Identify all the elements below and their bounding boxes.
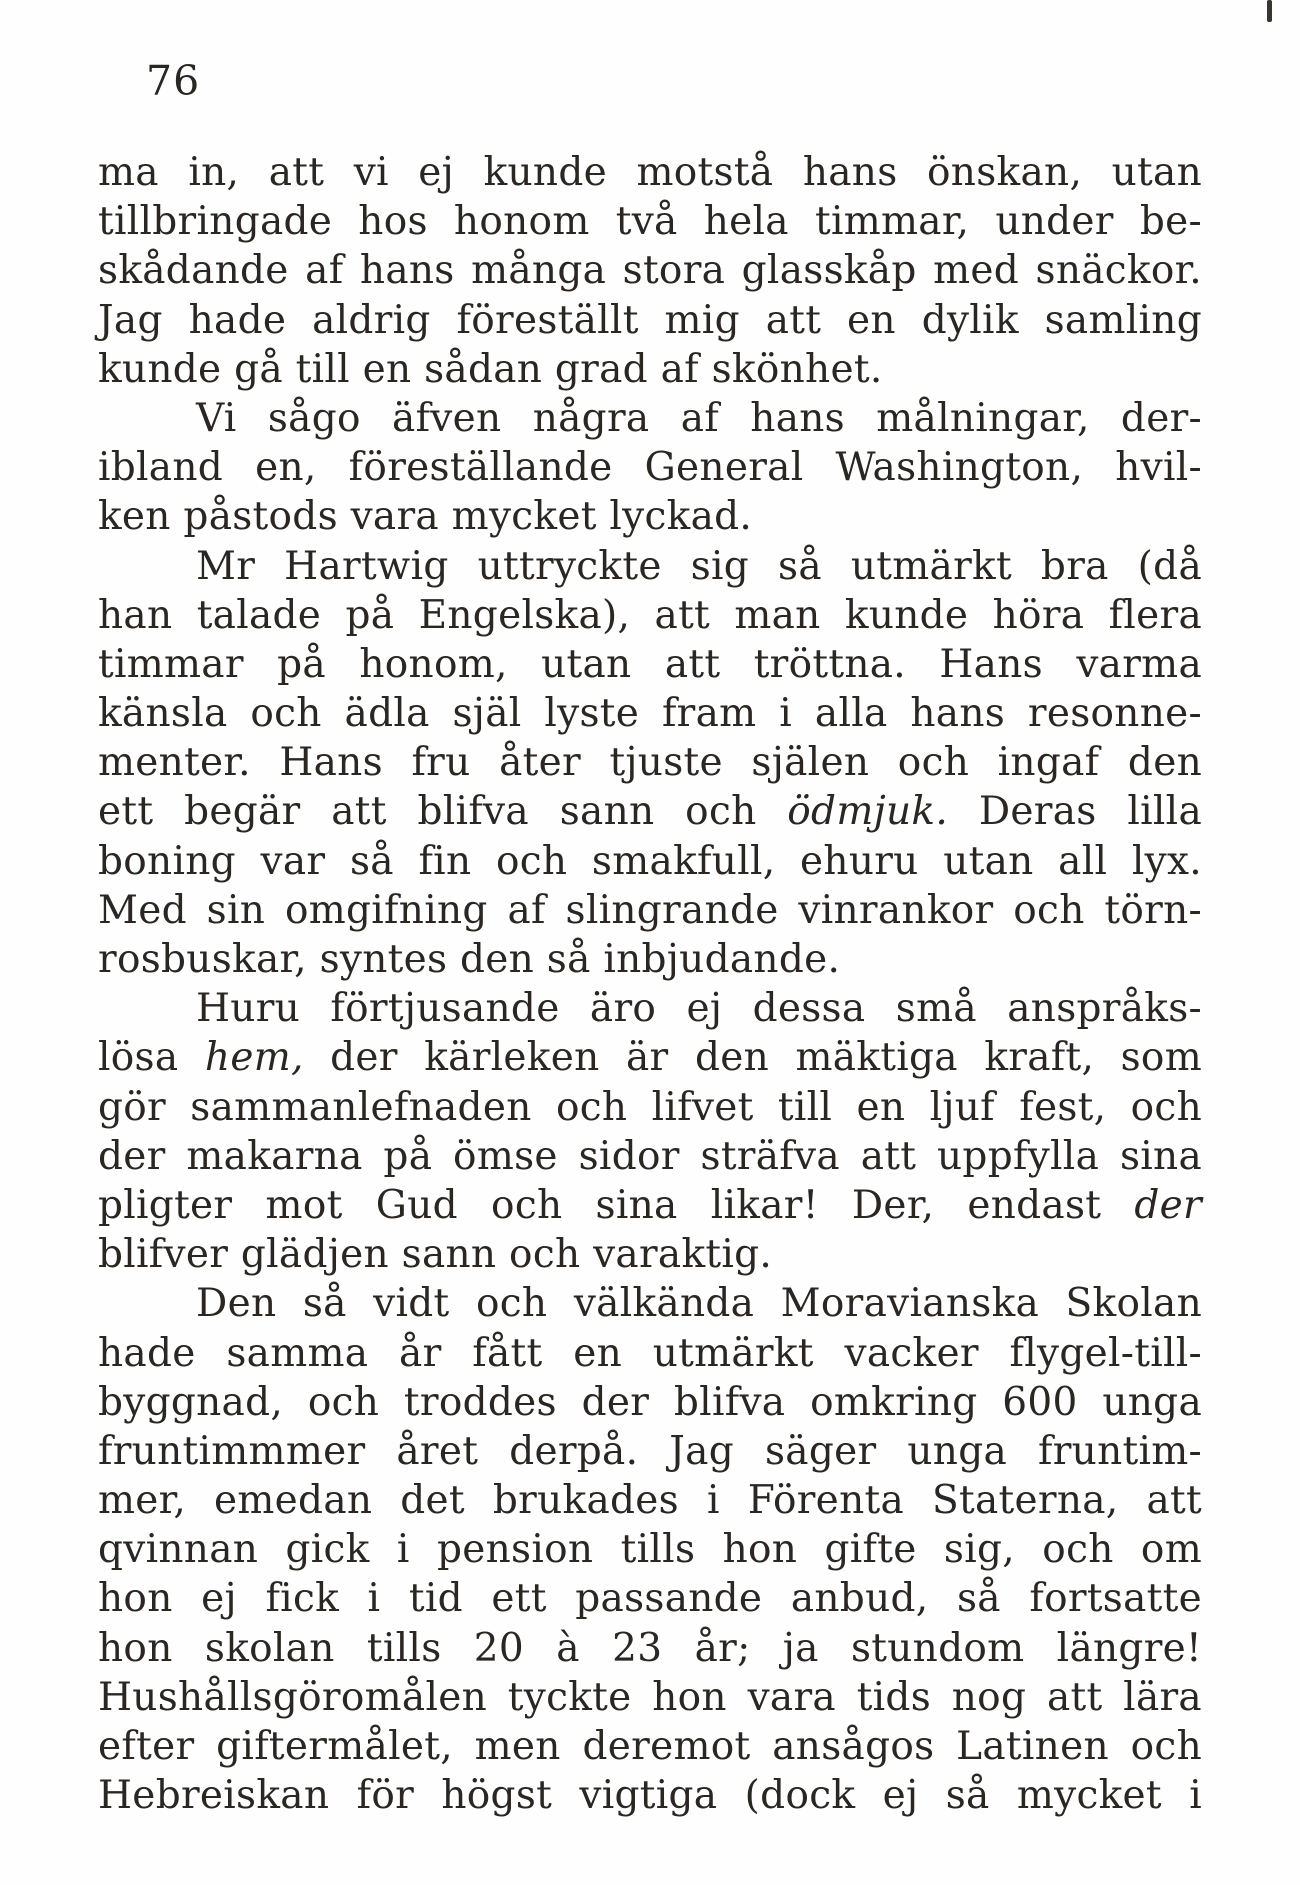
text-segment: der kärleken är den mäktiga kraft, som <box>303 1035 1202 1081</box>
page-edge-mark <box>1267 0 1272 22</box>
body-text <box>98 148 1202 1820</box>
text-line: kunde gå till en sådan grad af skönhet. <box>98 346 883 392</box>
italic-word: ödmjuk. <box>787 789 949 835</box>
page-number: 76 <box>146 57 201 105</box>
text-line <box>98 1033 1202 1082</box>
text-line: Vi sågo äfven några af hans målningar, der- <box>196 395 1202 441</box>
text-line: skådande af hans många stora glasskåp med snäckor. <box>98 248 1202 294</box>
text-line: timmar på honom, utan att tröttna. Hans varma <box>98 641 1202 687</box>
text-line: Hushållsgöromålen tyckte hon vara tids nog att lära <box>98 1674 1202 1720</box>
text-line: der makarna på ömse sidor sträfva att uppfylla sina <box>98 1133 1202 1179</box>
text-line: mer, emedan det brukades i Förenta Staterna, att <box>98 1478 1202 1524</box>
text-line: Den så vidt och välkända Moravianska Skolan <box>196 1281 1202 1327</box>
text-line: boning var så fin och smakfull, ehuru utan all lyx. <box>98 838 1202 884</box>
text-line: gör sammanlefnaden och lifvet till en ljuf fest, och <box>98 1084 1202 1130</box>
text-line: blifver glädjen sann och varaktig. <box>98 1232 773 1278</box>
text-line: hade samma år fått en utmärkt vacker flygel-till- <box>98 1330 1202 1376</box>
text-line: ken påstods vara mycket lyckad. <box>98 494 753 540</box>
text-line: ibland en, föreställande General Washington, hvil- <box>98 445 1202 491</box>
text-line: hon skolan tills 20 à 23 år; ja stundom längre! <box>98 1625 1202 1671</box>
text-segment: pligter mot Gud och sina likar! Der, endast <box>98 1182 1135 1228</box>
text-line <box>98 1181 1202 1230</box>
text-line: qvinnan gick i pension tills hon gifte sig, och om <box>98 1527 1202 1573</box>
text-line: han talade på Engelska), att man kunde höra flera <box>98 592 1202 638</box>
italic-word: der <box>1134 1182 1202 1228</box>
text-line: Hebreiskan för högst vigtiga (dock ej så mycket i <box>98 1773 1202 1819</box>
text-line: byggnad, och troddes der blifva omkring 600 unga <box>98 1379 1202 1425</box>
text-line: fruntimmmer året derpå. Jag säger unga fruntim- <box>98 1428 1202 1474</box>
italic-word: hem, <box>204 1035 304 1081</box>
text-line: menter. Hans fru åter tjuste själen och ingaf den <box>98 740 1202 786</box>
text-line: känsla och ädla själ lyste fram i alla hans resonne- <box>98 691 1202 737</box>
text-line: efter giftermålet, men deremot ansågos Latinen och <box>98 1724 1202 1769</box>
text-line: ma in, att vi ej kunde motstå hans önskan, utan <box>98 150 1202 195</box>
text-segment: Deras lilla <box>948 789 1202 835</box>
text-segment: lösa <box>98 1035 205 1081</box>
text-line: Huru förtjusande äro ej dessa små anspråks- <box>196 986 1202 1032</box>
text-line: hon ej fick i tid ett passande anbud, så fortsatte <box>98 1576 1202 1622</box>
text-line <box>98 787 1202 836</box>
text-line: Mr Hartwig uttryckte sig så utmärkt bra (då <box>196 543 1202 589</box>
text-line: Jag hade aldrig föreställt mig att en dylik samling <box>98 297 1202 343</box>
text-line: rosbuskar, syntes den så inbjudande. <box>98 937 841 982</box>
text-line: tillbringade hos honom två hela timmar, under be- <box>98 199 1202 245</box>
text-segment: ett begär att blifva sann och <box>98 789 788 835</box>
text-line: Med sin omgifning af slingrande vinrankor och törn- <box>98 887 1202 933</box>
